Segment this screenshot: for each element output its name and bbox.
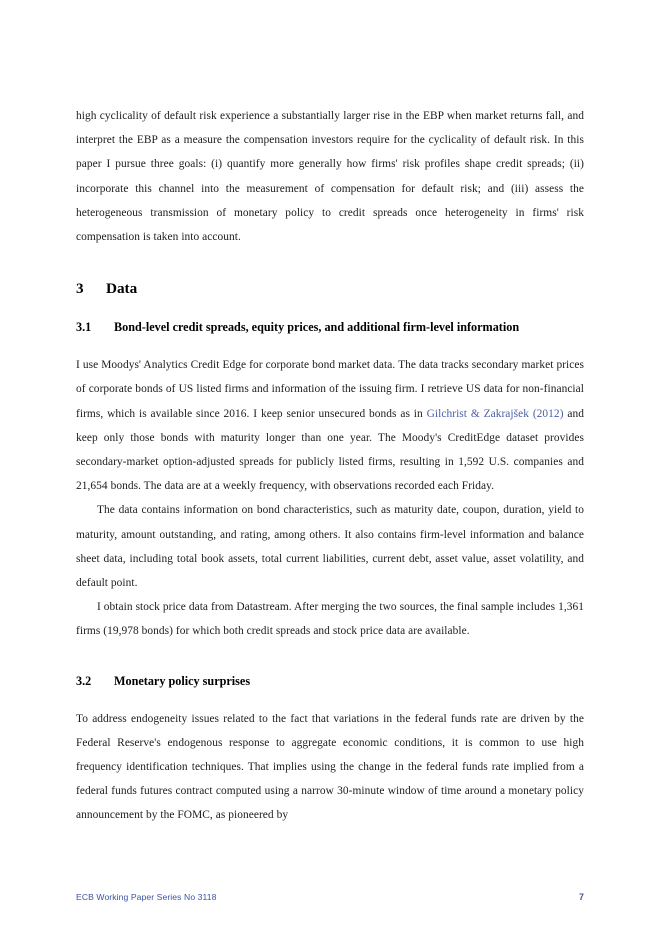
paragraph-monetary-policy-surprises: To address endogeneity issues related to the fact that variations in the federal funds rate are driven by the Federal Reserve's endogenous response to aggregate economic conditions, it is common to use high frequency identification techniques. That implies using the change in the federal funds rate implied from a federal funds futures contract computed using a narrow 30-minute window of time around a monetary policy announcement by the FOMC, as pioneered by xyxy=(76,712,584,822)
paragraph-data-source xyxy=(76,353,584,498)
subsection-number: 3.2 xyxy=(76,673,92,688)
spacer xyxy=(76,298,584,317)
paragraph-datastream-sample: I obtain stock price data from Datastream. After merging the two sources, the final sample includes 1,361 firms (19,978 bonds) for which both credit spreads and stock price data are available. xyxy=(76,601,584,638)
spacer xyxy=(76,644,584,671)
page-content xyxy=(76,104,584,828)
subsection-heading-3-1 xyxy=(76,317,584,337)
citation-link-gilchrist-zakrajsek[interactable]: Gilchrist & Zakrajšek (2012) xyxy=(426,407,564,420)
paragraph-bond-characteristics: The data contains information on bond characteristics, such as maturity date, coupon, duration, yield to maturity, amount outstanding, and rating, among others. It also contains firm-level information and balance sheet data, including total book assets, total current liabilities, current debt, asset value, asset volatility, and default point. xyxy=(76,504,584,590)
spacer xyxy=(76,337,584,353)
subsection-number: 3.1 xyxy=(76,320,92,335)
subsection-heading-3-2 xyxy=(76,671,584,691)
subsection-title: Monetary policy surprises xyxy=(114,673,251,688)
page-footer xyxy=(76,892,584,902)
section-heading-data xyxy=(76,280,584,298)
footer-series-label[interactable]: ECB Working Paper Series No 3118 xyxy=(76,892,217,902)
section-title: Data xyxy=(106,280,138,298)
spacer xyxy=(76,249,584,280)
paragraph-text-before-citation: I use Moodys' Analytics Credit Edge for corporate bond market data. The data tracks secondary market prices of corporate bonds of US listed firms and information of the issuing firm. I retrieve US data for non-financial firms, which is available since 2016. I keep senior unsecured bonds as in xyxy=(76,359,584,420)
section-number: 3 xyxy=(76,280,84,298)
spacer xyxy=(76,691,584,707)
subsection-title: Bond-level credit spreads, equity prices, and additional firm-level information xyxy=(114,320,520,335)
footer-page-number: 7 xyxy=(579,892,584,902)
intro-paragraph: high cyclicality of default risk experience a substantially larger rise in the EBP when market returns fall, and interpret the EBP as a measure the compensation investors require for the cyclicality of default risk. In this paper I pursue three goals: (i) quantify more generally how firms' risk profiles shape credit spreads; (ii) incorporate this channel into the measurement of compensation for default risk; and (iii) assess the heterogeneous transmission of monetary policy to credit spreads once heterogeneity in firms' risk compensation is taken into account. xyxy=(76,110,584,244)
paragraph-text-after-citation: and keep only those bonds with maturity longer than one year. The Moody's CreditEdge dataset provides secondary-market option-adjusted spreads for publicly listed firms, resulting in 1,592 U.S. companies and 21,654 bonds. The data are at a weekly frequency, with observations recorded each Friday. xyxy=(76,407,584,493)
